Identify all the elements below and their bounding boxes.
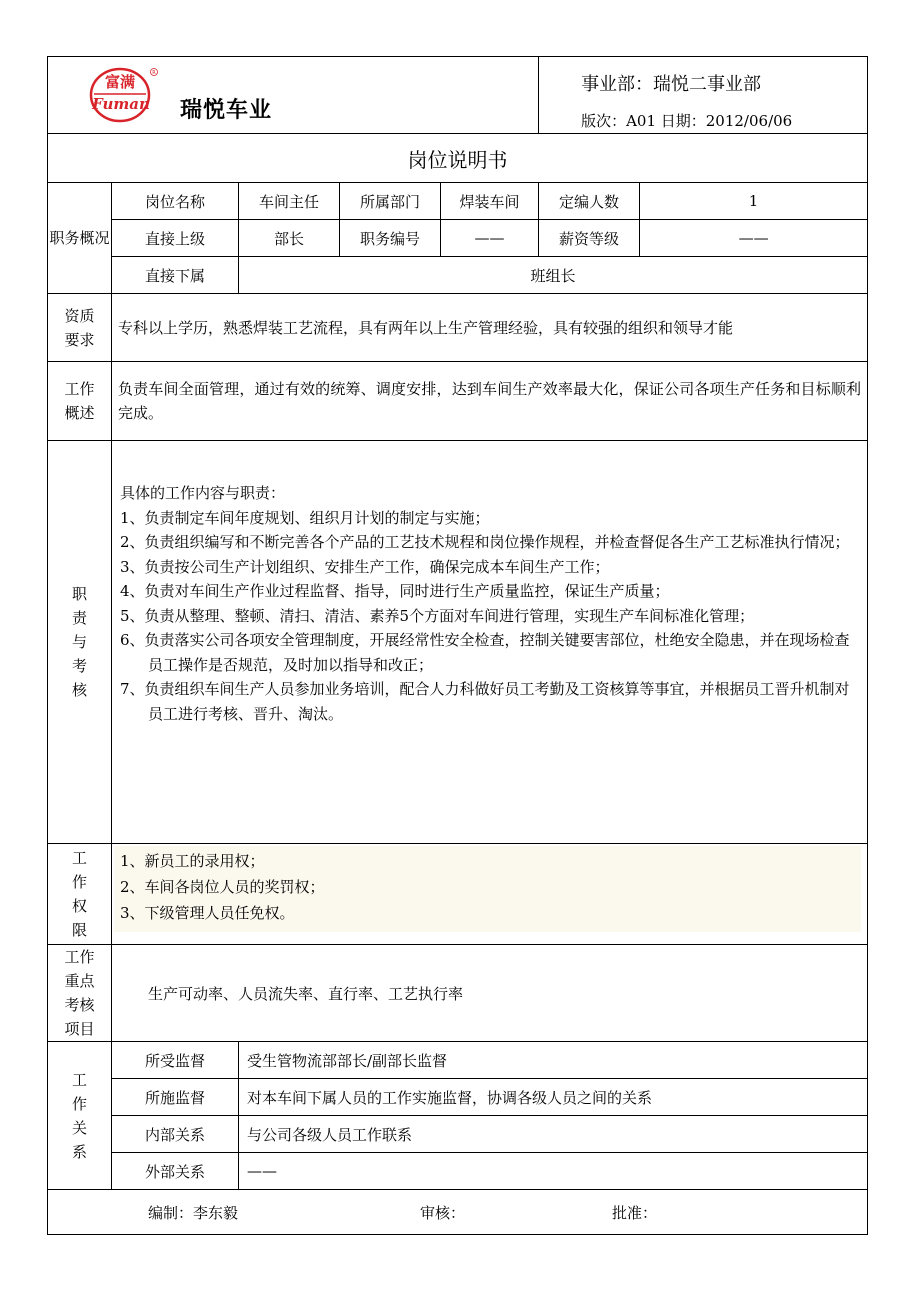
qualification-label: 资质要求 xyxy=(48,294,112,362)
svg-text:R: R xyxy=(152,70,156,76)
headcount-label: 定编人数 xyxy=(539,183,640,220)
duty-item: 2、负责组织编写和不断完善各个产品的工艺技术规程和岗位操作规程，并检查督促各生产工艺标准执行情况； xyxy=(120,533,850,551)
duty-item: 3、负责按公司生产计划组织、安排生产工作，确保完成本车间生产工作； xyxy=(120,557,610,576)
relation-value: 受生管物流部部长/副部长监督 xyxy=(239,1042,868,1079)
company-name: 瑞悦车业 xyxy=(180,98,273,123)
job-description-sheet xyxy=(47,56,867,1235)
qualification-text: 专科以上学历，熟悉焊装工艺流程，具有两年以上生产管理经验，具有较强的组织和领导才能 xyxy=(112,294,868,362)
relations-label: 工作关系 xyxy=(48,1042,112,1190)
relation-value: —— xyxy=(239,1153,868,1190)
relation-value: 对本车间下属人员的工作实施监督，协调各级人员之间的关系 xyxy=(239,1079,868,1116)
reviewed-by: 审核： xyxy=(420,1204,466,1222)
header-info-cell xyxy=(539,57,868,134)
authority-item: 2、车间各岗位人员的奖罚权； xyxy=(120,878,325,896)
authority-item: 1、新员工的录用权； xyxy=(120,852,265,870)
subordinate-label: 直接下属 xyxy=(112,257,239,294)
duty-item: 5、负责从整理、整顿、清扫、清洁、素养5个方面对车间进行管理，实现生产车间标准化管理； xyxy=(120,606,755,625)
form-table xyxy=(47,56,868,1235)
fuman-logo-icon xyxy=(88,65,162,125)
summary-text: 负责车间全面管理，通过有效的统筹、调度安排，达到车间生产效率最大化，保证公司各项生产任务和目标顺利完成。 xyxy=(112,362,868,441)
dept-label: 所属部门 xyxy=(340,183,441,220)
job-code-value: —— xyxy=(441,220,539,257)
headcount-value: 1 xyxy=(640,183,868,220)
position-name: 车间主任 xyxy=(239,183,340,220)
overview-label: 职务概况 xyxy=(48,183,112,294)
duty-item: 1、负责制定车间年度规划、组织月计划的制定与实施； xyxy=(120,508,490,527)
duty-item: 4、负责对车间生产作业过程监督、指导，同时进行生产质量监控，保证生产质量； xyxy=(120,582,670,600)
header-logo-cell xyxy=(48,57,539,134)
superior-value: 部长 xyxy=(239,220,340,257)
logo-brand: Fuman xyxy=(92,95,150,113)
relation-label: 所施监督 xyxy=(112,1079,239,1116)
salary-label: 薪资等级 xyxy=(539,220,640,257)
duty-item: 6、负责落实公司各项安全管理制度，开展经常性安全检查，控制关键要害部位，杜绝安全隐患，并在现场检查员工操作是否规范，及时加以指导和改正； xyxy=(120,631,850,674)
authority-label: 工作权限 xyxy=(48,844,112,945)
signature-row xyxy=(48,1190,868,1235)
dept-value: 焊装车间 xyxy=(441,183,539,220)
relation-label: 所受监督 xyxy=(112,1042,239,1079)
prepared-by: 编制：李东毅 xyxy=(148,1204,239,1222)
subordinate-value: 班组长 xyxy=(239,257,868,294)
salary-value: —— xyxy=(640,220,868,257)
position-name-label: 岗位名称 xyxy=(112,183,239,220)
superior-label: 直接上级 xyxy=(112,220,239,257)
logo-text: 富满 xyxy=(104,73,136,91)
summary-label: 工作概述 xyxy=(48,362,112,441)
relation-label: 内部关系 xyxy=(112,1116,239,1153)
relation-label: 外部关系 xyxy=(112,1153,239,1190)
job-code-label: 职务编号 xyxy=(340,220,441,257)
authority-content xyxy=(112,844,868,945)
duties-label: 职责与考核 xyxy=(48,441,112,844)
department: 事业部：瑞悦二事业部 xyxy=(581,73,762,95)
kpi-label: 工作重点考核项目 xyxy=(48,945,112,1042)
duties-content xyxy=(112,441,868,844)
document-title: 岗位说明书 xyxy=(48,134,868,183)
approved-by: 批准： xyxy=(612,1204,658,1222)
duty-item: 7、负责组织车间生产人员参加业务培训，配合人力科做好员工考勤及工资核算等事宜，并根据员工晋升机制对员工进行考核、晋升、淘汰。 xyxy=(120,680,850,723)
authority-item: 3、下级管理人员任免权。 xyxy=(120,904,295,922)
version-date: 版次：A01 日期：2012/06/06 xyxy=(581,111,793,130)
relation-value: 与公司各级人员工作联系 xyxy=(239,1116,868,1153)
kpi-text: 生产可动率、人员流失率、直行率、工艺执行率 xyxy=(112,945,868,1042)
duties-intro: 具体的工作内容与职责： xyxy=(120,484,286,502)
